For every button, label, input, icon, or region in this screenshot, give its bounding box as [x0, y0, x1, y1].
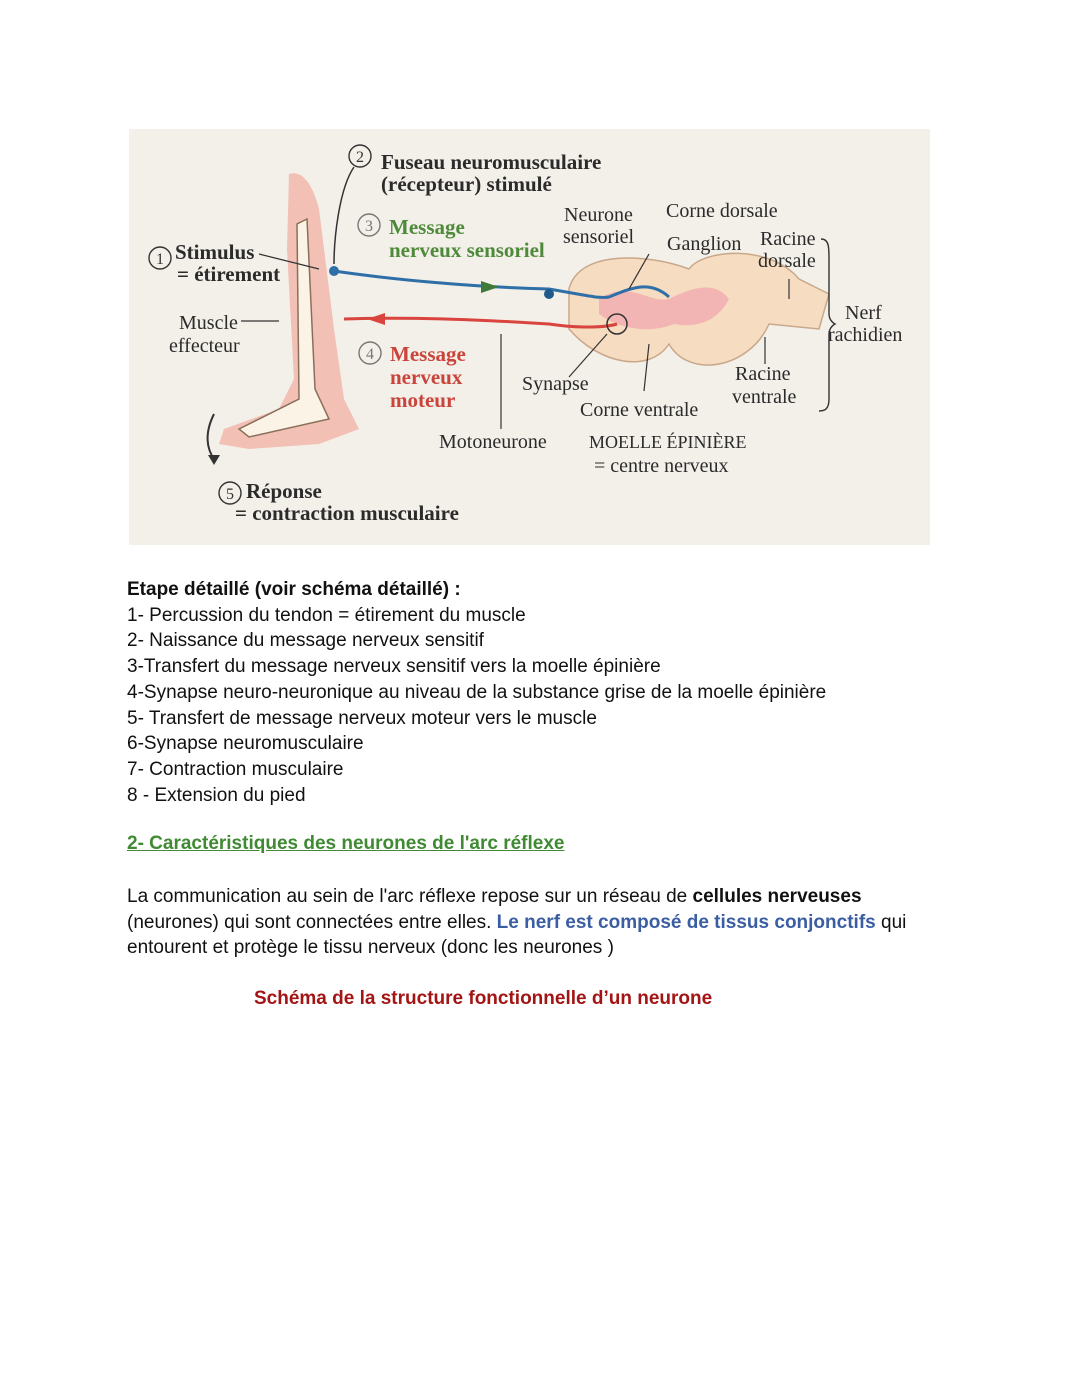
step-item-1: 1- Percussion du tendon = étirement du muscle: [127, 604, 526, 626]
step-number-3-circle: [358, 214, 380, 236]
label-ganglion: Ganglion: [667, 233, 742, 255]
label-racine-ventrale-1: Racine: [735, 363, 791, 385]
label-effecteur: effecteur: [169, 335, 240, 357]
label-etirement: = étirement: [177, 262, 281, 286]
step-item-5: 5- Transfert de message nerveux moteur vers le muscle: [127, 707, 597, 729]
step-item-3: 3-Transfert du message nerveux sensitif vers la moelle épinière: [127, 656, 661, 678]
steps-list: [127, 577, 826, 808]
step-number-3: 3: [365, 218, 373, 235]
step-item-2: 2- Naissance du message nerveux sensitif: [127, 630, 484, 652]
label-corne-ventrale: Corne ventrale: [580, 399, 699, 421]
ganglion-dot: [544, 289, 554, 299]
label-message-moteur-3: moteur: [390, 388, 456, 412]
label-contraction: = contraction musculaire: [235, 501, 459, 525]
label-message-moteur-1: Message: [390, 342, 466, 366]
label-reponse: Réponse: [246, 479, 322, 503]
label-sensoriel: sensoriel: [563, 226, 635, 248]
step-number-5: 5: [226, 486, 234, 503]
intro-paragraph: [127, 884, 947, 961]
label-message-sensoriel-2: nerveux sensoriel: [389, 238, 545, 262]
section-heading: 2- Caractéristiques des neurones de l'arc réflexe: [127, 833, 565, 854]
schema-title: Schéma de la structure fonctionnelle d’un neurone: [254, 988, 713, 1009]
response-arrow: [208, 414, 214, 459]
label-racine-ventrale-2: ventrale: [732, 386, 797, 408]
step-number-2: 2: [356, 149, 364, 166]
step-item-6: 6-Synapse neuromusculaire: [127, 733, 364, 755]
paragraph-part-1: La communication au sein de l'arc réflexe repose sur un réseau de: [127, 886, 693, 907]
label-racine-dorsale-2: dorsale: [758, 250, 816, 272]
step-item-7: 7- Contraction musculaire: [127, 758, 344, 780]
step-item-8: 8 - Extension du pied: [127, 784, 306, 806]
label-moelle: MOELLE ÉPINIÈRE: [589, 432, 747, 452]
label-recepteur: (récepteur) stimulé: [381, 172, 552, 196]
label-muscle: Muscle: [179, 312, 238, 334]
leader-fuseau: [334, 167, 354, 264]
sensory-arrow: [481, 281, 499, 293]
label-corne-dorsale: Corne dorsale: [666, 200, 778, 222]
motor-arrow: [367, 313, 385, 325]
step-item-4: 4-Synapse neuro-neuronique au niveau de la substance grise de la moelle épinière: [127, 681, 827, 703]
receptor-dot: [329, 266, 339, 276]
step-number-1-circle: [149, 247, 171, 269]
label-message-moteur-2: nerveux: [390, 365, 463, 389]
label-rachidien: rachidien: [828, 324, 903, 346]
steps-title: Etape détaillé (voir schéma détaillé) :: [127, 579, 461, 600]
label-motoneurone: Motoneurone: [439, 431, 547, 453]
label-racine-dorsale-1: Racine: [760, 228, 816, 250]
step-number-4-circle: [359, 342, 381, 364]
paragraph-highlight: Le nerf est composé de tissus conjonctifs: [496, 911, 876, 933]
label-neurone: Neurone: [564, 204, 633, 226]
label-stimulus: Stimulus: [175, 240, 255, 264]
step-number-4: 4: [366, 346, 374, 363]
step-number-2-circle: [349, 145, 371, 167]
label-synapse: Synapse: [522, 373, 589, 395]
label-message-sensoriel-1: Message: [389, 215, 465, 239]
label-nerf: Nerf: [845, 302, 882, 324]
reflex-arc-figure: [129, 129, 930, 545]
paragraph-bold: cellules nerveuses: [692, 886, 862, 907]
label-centre-nerveux: = centre nerveux: [594, 455, 729, 477]
step-number-1: 1: [156, 251, 164, 268]
response-arrowhead: [208, 455, 220, 465]
label-fuseau: Fuseau neuromusculaire: [381, 150, 602, 174]
paragraph-part-2: (neurones) qui sont connectées entre elles.: [127, 911, 497, 933]
paragraph-part-3: qui entourent et protège le tissu nerveux (donc les neurones ): [127, 911, 907, 959]
